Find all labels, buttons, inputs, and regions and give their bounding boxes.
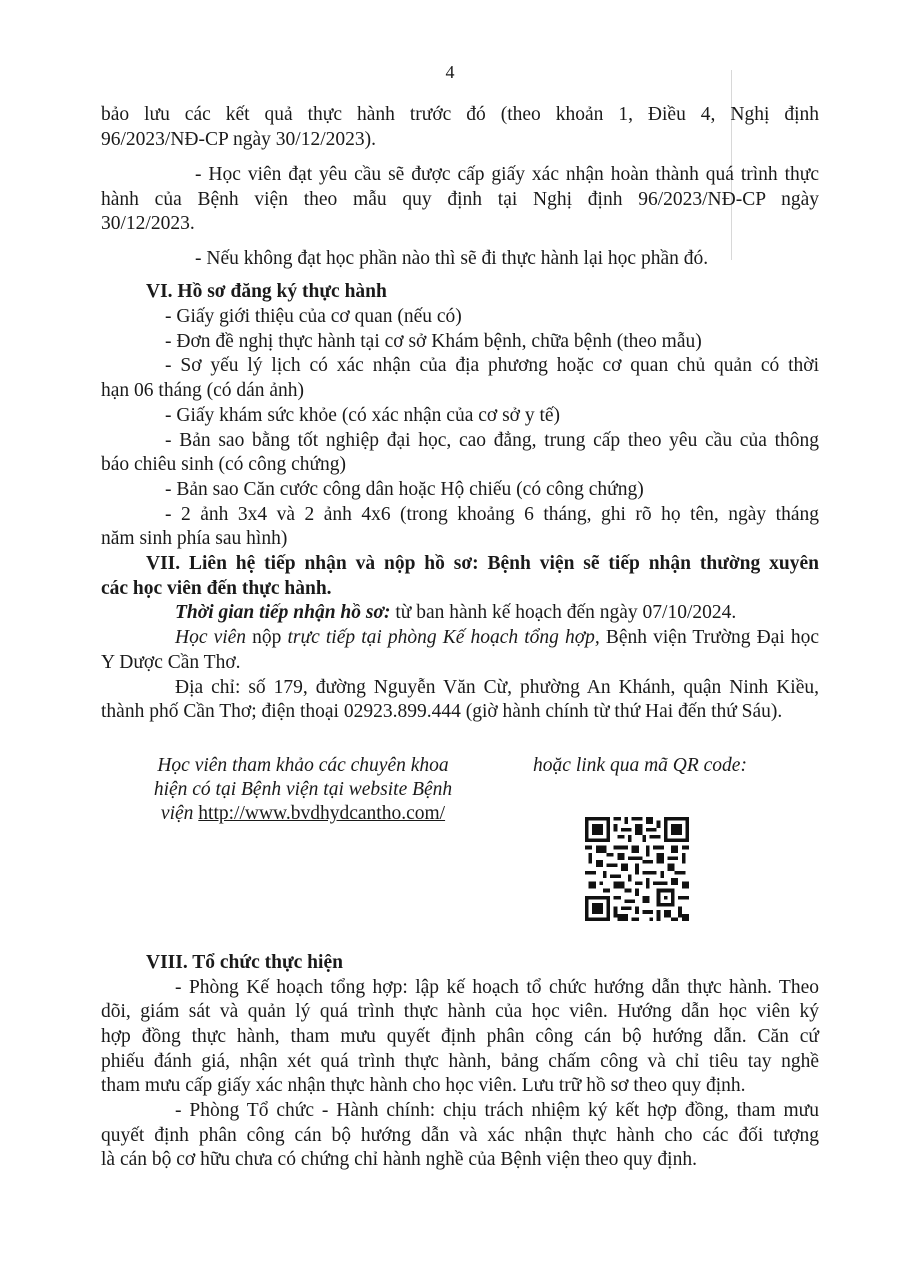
section-6-item-4: - Giấy khám sức khỏe (có xác nhận của cơ sở y tế) bbox=[165, 405, 561, 426]
address-line-2: thành phố Cần Thơ; điện thoại 02923.899.444 (giờ hành chính từ thứ Hai đến thứ Sáu). bbox=[101, 701, 783, 722]
submission-time-value: từ ban hành kế hoạch đến ngày 07/10/2024. bbox=[390, 602, 737, 623]
section-6-item-2: - Đơn đề nghị thực hành tại cơ sở Khám bệnh, chữa bệnh (theo mẫu) bbox=[165, 331, 702, 352]
section-6-title: VI. Hồ sơ đăng ký thực hành bbox=[146, 281, 387, 302]
submission-b: nộp bbox=[246, 627, 288, 648]
section-8-p1-line-1: - Phòng Kế hoạch tổng hợp: lập kế hoạch tổ chức hướng dẫn thực hành. Theo bbox=[175, 977, 819, 998]
section-6-item-3: - Sơ yếu lý lịch có xác nhận của địa phương hoặc cơ quan chủ quản có thời bbox=[165, 355, 819, 376]
submission-c: trực tiếp tại phòng Kế hoạch tổng hợp, bbox=[287, 627, 600, 648]
page-number: 4 bbox=[445, 62, 455, 82]
intro-para2-line-1: - Học viên đạt yêu cầu sẽ được cấp giấy xác nhận hoàn thành quá trình thực bbox=[195, 164, 819, 185]
section-8-p1-line-4: phiếu đánh giá, nhận xét quá trình thực hành, bảng chấm công và chỉ tiêu tay nghề bbox=[101, 1051, 819, 1072]
section-6-item-3-cont: hạn 06 tháng (có dán ảnh) bbox=[101, 380, 305, 401]
address-line-1: Địa chỉ: số 179, đường Nguyễn Văn Cừ, phường An Khánh, quận Ninh Kiều, bbox=[175, 677, 819, 698]
section-7-title-line-1: VII. Liên hệ tiếp nhận và nộp hồ sơ: Bệnh viện sẽ tiếp nhận thường xuyên bbox=[146, 553, 819, 574]
qr-code-icon[interactable] bbox=[578, 817, 696, 921]
section-7-title-line-2: các học viên đến thực hành. bbox=[101, 578, 332, 599]
intro-para2-line-3: 30/12/2023. bbox=[101, 213, 195, 234]
section-6-item-7: - 2 ảnh 3x4 và 2 ảnh 4x6 (trong khoảng 6 tháng, ghi rõ họ tên, ngày tháng bbox=[165, 504, 819, 525]
website-prefix: viện bbox=[160, 803, 199, 824]
section-8-p1-line-3: hợp đồng thực hành, tham mưu quyết định phân công cán bộ hướng dẫn. Căn cứ bbox=[101, 1026, 819, 1047]
section-8-p2-line-1: - Phòng Tổ chức - Hành chính: chịu trách nhiệm ký kết hợp đồng, tham mưu bbox=[175, 1100, 819, 1121]
section-8-p2-line-3: là cán bộ cơ hữu chưa có chứng chỉ hành nghề của Bệnh viện theo quy định. bbox=[101, 1149, 697, 1170]
section-6-item-5: - Bản sao bằng tốt nghiệp đại học, cao đẳng, trung cấp theo yêu cầu của thông bbox=[165, 430, 819, 451]
section-6-item-5-cont: báo chiêu sinh (có công chứng) bbox=[101, 454, 347, 475]
submission-time-label: Thời gian tiếp nhận hồ sơ: bbox=[175, 602, 391, 623]
section-6-item-7-cont: năm sinh phía sau hình) bbox=[101, 528, 288, 549]
section-6-item-1: - Giấy giới thiệu của cơ quan (nếu có) bbox=[165, 306, 462, 327]
submission-place-line-2: Y Dược Cần Thơ. bbox=[101, 652, 241, 673]
website-reference-line-1: Học viên tham khảo các chuyên khoa bbox=[157, 755, 449, 776]
submission-d: Bệnh viện Trường Đại học bbox=[599, 627, 820, 648]
intro-line-2: 96/2023/NĐ-CP ngày 30/12/2023). bbox=[101, 129, 376, 150]
website-reference bbox=[101, 754, 505, 826]
section-8-p2-line-2: quyết định phân công cán bộ hướng dẫn và xác nhận thực hành cho các đối tượng bbox=[101, 1125, 819, 1146]
intro-line-1: bảo lưu các kết quả thực hành trước đó (theo khoản 1, Điều 4, Nghị định bbox=[101, 104, 819, 125]
section-6-item-6: - Bản sao Căn cước công dân hoặc Hộ chiếu (có công chứng) bbox=[165, 479, 644, 500]
submission-place bbox=[175, 626, 819, 651]
section-8-title: VIII. Tổ chức thực hiện bbox=[146, 952, 343, 973]
submission-a: Học viên bbox=[175, 627, 247, 648]
website-reference-line-3 bbox=[101, 802, 505, 826]
section-8-p1-line-2: dõi, giám sát và quản lý quá trình thực hành của học viên. Hướng dẫn học viên ký bbox=[101, 1001, 819, 1022]
qr-reference-label: hoặc link qua mã QR code: bbox=[533, 755, 747, 776]
intro-para3: - Nếu không đạt học phần nào thì sẽ đi thực hành lại học phần đó. bbox=[195, 248, 709, 269]
website-link[interactable]: http://www.bvdhydcantho.com/ bbox=[198, 803, 446, 824]
section-8-p1-line-5: tham mưu cấp giấy xác nhận thực hành cho học viên. Lưu trữ hồ sơ theo quy định. bbox=[101, 1075, 746, 1096]
submission-time bbox=[175, 601, 819, 626]
website-reference-line-2: hiện có tại Bệnh viện tại website Bệnh bbox=[153, 779, 453, 800]
intro-para2-line-2: hành của Bệnh viện theo mẫu quy định tại Nghị định 96/2023/NĐ-CP ngày bbox=[101, 189, 819, 210]
